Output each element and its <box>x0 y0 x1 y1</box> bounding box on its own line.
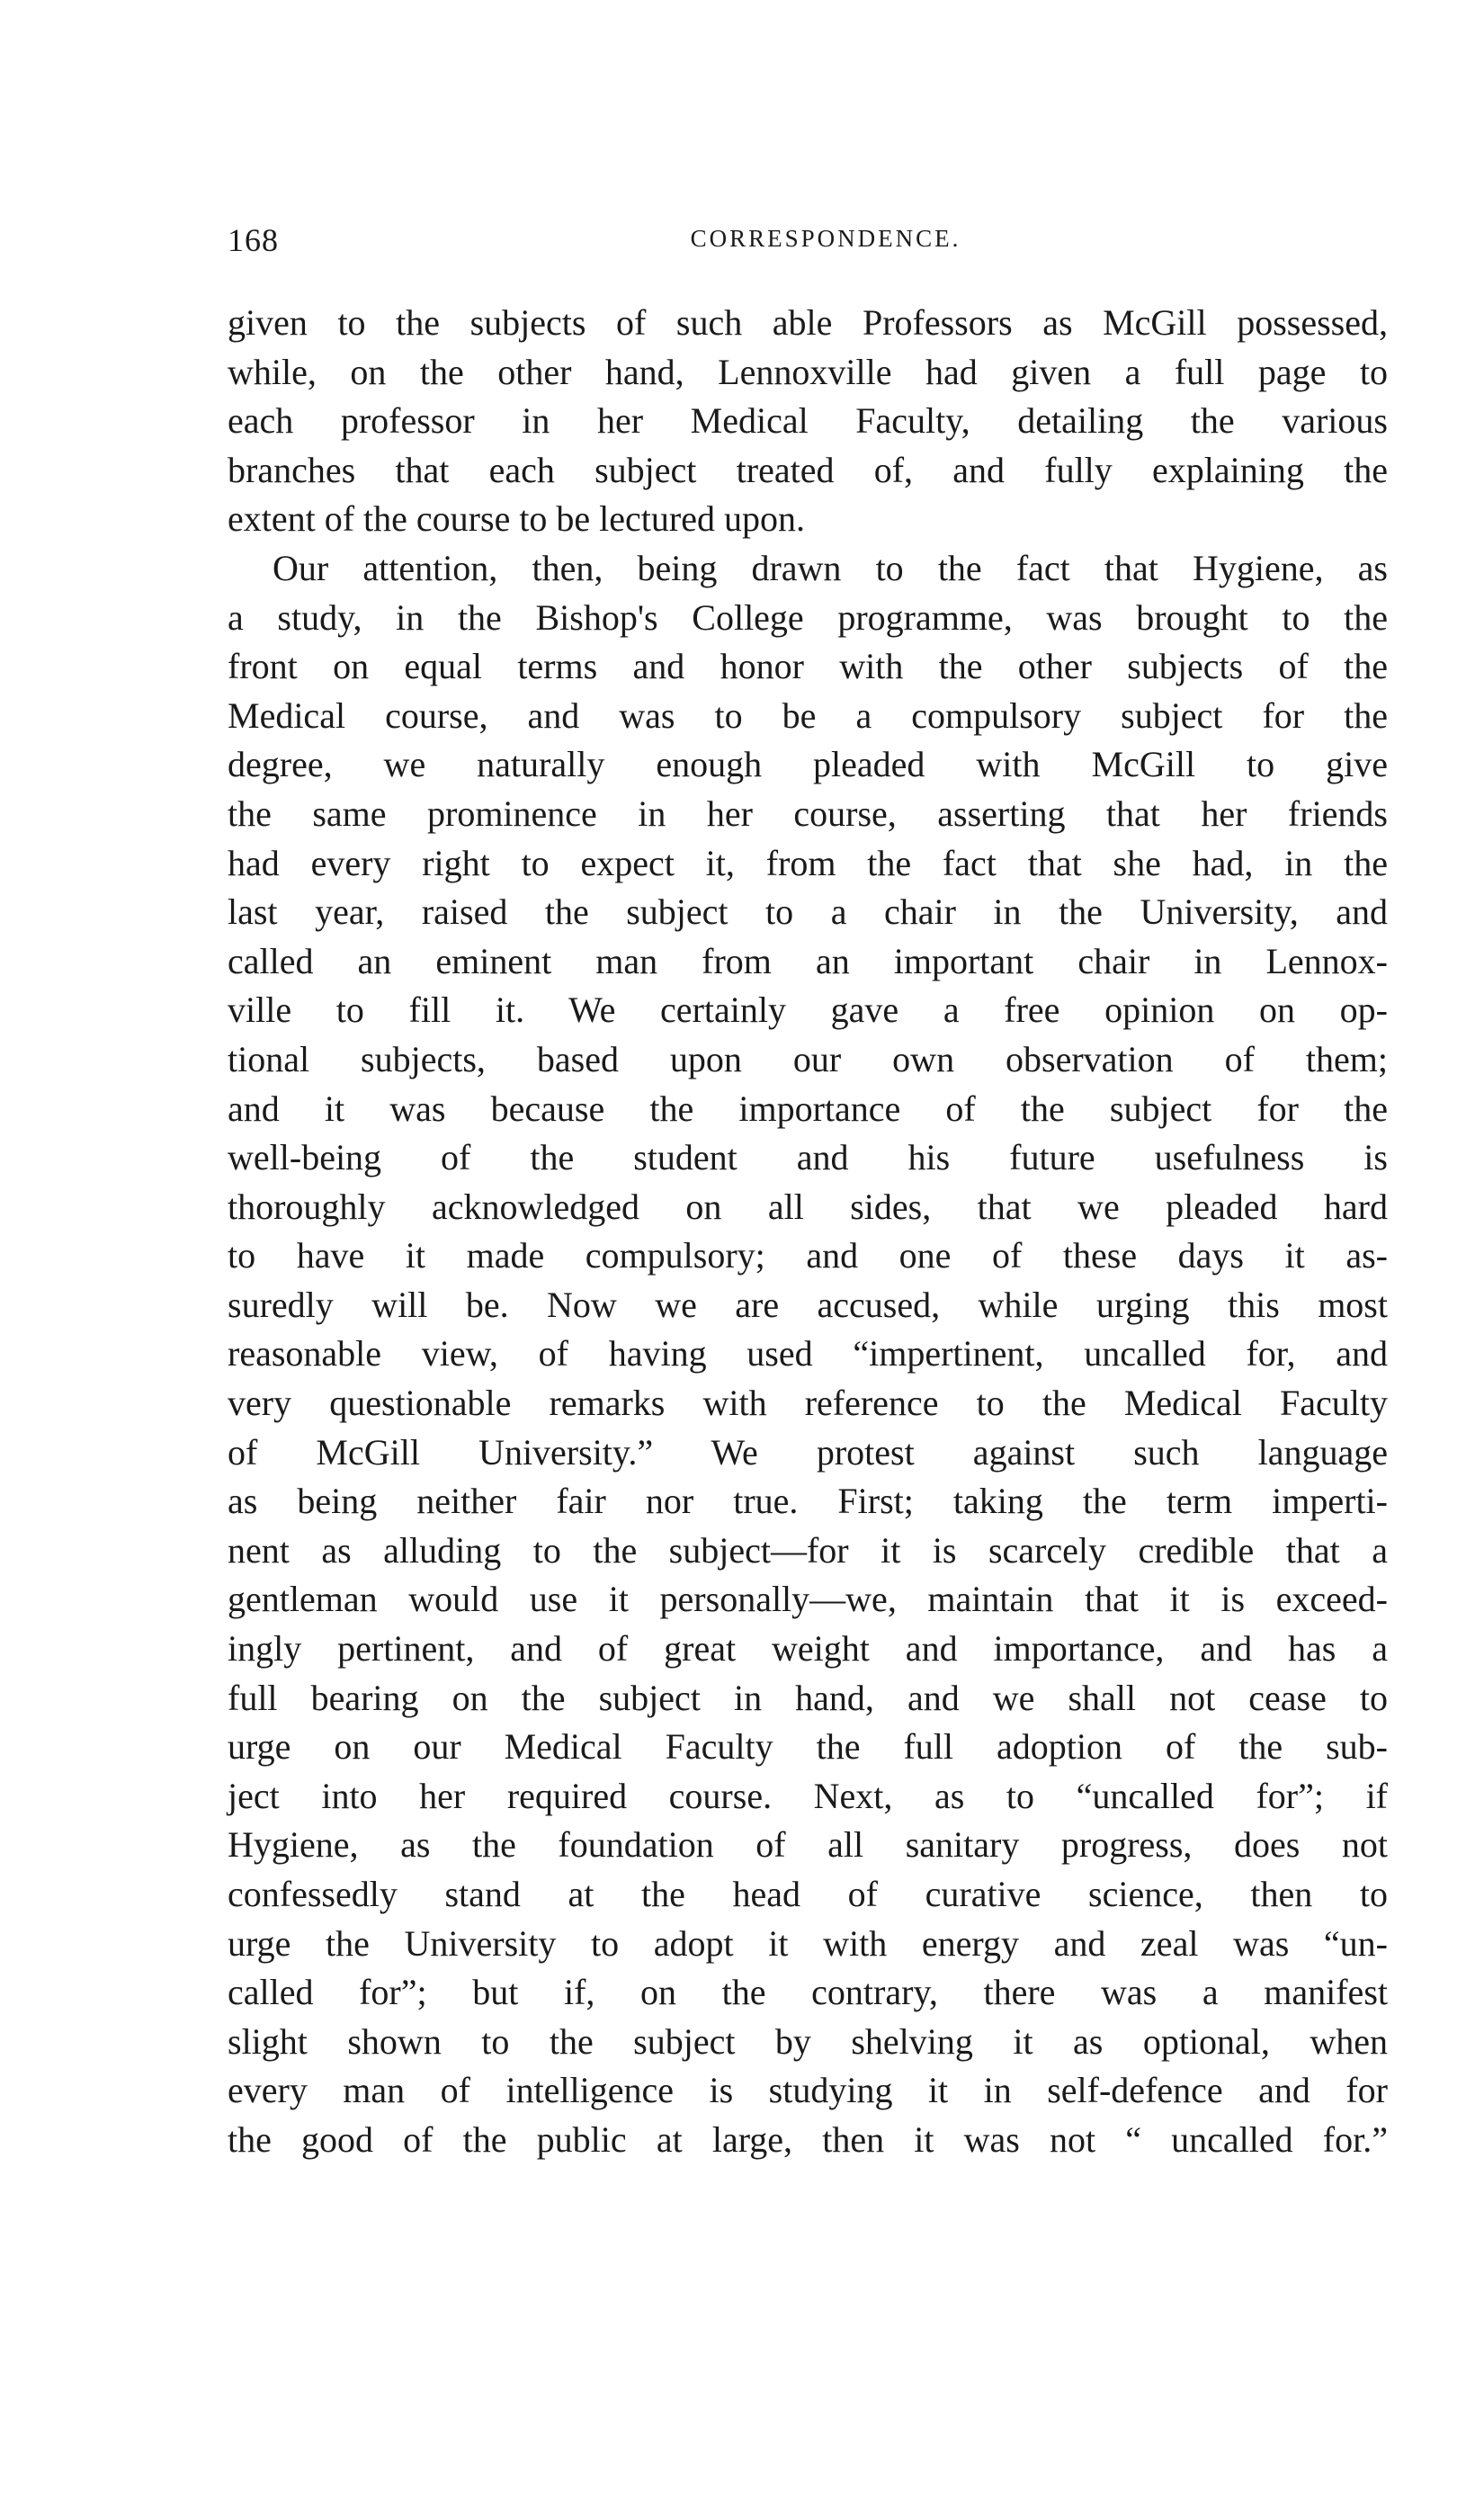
text-line: Hygiene, as the foundation of all sanitary progress, does not <box>228 1824 1388 1866</box>
text-line: reasonable view, of having used “impertinent, uncalled for, and <box>228 1333 1388 1374</box>
text-line: slight shown to the subject by shelving it as optional, when <box>228 2020 1388 2062</box>
text-line: called for”; but if, on the contrary, there was a manifest <box>228 1972 1388 2013</box>
text-line: had every right to expect it, from the fact that she had, in the <box>228 842 1388 883</box>
text-line: Our attention, then, being drawn to the fact that Hygiene, as <box>273 547 1388 588</box>
running-head <box>228 221 1388 266</box>
text-line: full bearing on the subject in hand, and we shall not cease to <box>228 1677 1388 1718</box>
text-line: degree, we naturally enough pleaded with McGill to give <box>228 744 1388 785</box>
text-line: suredly will be. Now we are accused, while urging this most <box>228 1284 1388 1325</box>
paragraph-2 <box>228 544 1388 2165</box>
text-line: ject into her required course. Next, as to “uncalled for”; if <box>228 1775 1388 1816</box>
text-line: nent as alluding to the subject—for it is scarcely credible that a <box>228 1529 1388 1571</box>
text-line: ingly pertinent, and of great weight and importance, and has a <box>228 1628 1388 1670</box>
text-line: every man of intelligence is studying it in self-defence and for <box>228 2070 1388 2111</box>
text-line: as being neither fair nor true. First; taking the term imperti- <box>228 1481 1388 1522</box>
text-line: ville to fill it. We certainly gave a free opinion on op- <box>228 989 1388 1031</box>
text-line: the same prominence in her course, asserting that her friends <box>228 792 1388 834</box>
text-line: branches that each subject treated of, and fully explaining the <box>228 449 1388 490</box>
text-line: urge the University to adopt it with energy and zeal was “un- <box>228 1922 1388 1964</box>
text-line: and it was because the importance of the subject for the <box>228 1088 1388 1129</box>
text-line: a study, in the Bishop's College programme, was brought to the <box>228 596 1388 638</box>
text-line: each professor in her Medical Faculty, detailing the various <box>228 400 1388 442</box>
text-line: to have it made compulsory; and one of these days it as- <box>228 1235 1388 1276</box>
text-line: last year, raised the subject to a chair in the University, and <box>228 891 1388 933</box>
page-number: 168 <box>228 222 279 258</box>
text-line: called an eminent man from an important chair in Lennox- <box>228 940 1388 981</box>
text-line: of McGill University.” We protest against such language <box>228 1431 1388 1473</box>
body-text <box>228 299 1388 2165</box>
text-line: Medical course, and was to be a compulsory subject for the <box>228 694 1388 736</box>
text-line: tional subjects, based upon our own observation of them; <box>228 1038 1388 1079</box>
text-line: urge on our Medical Faculty the full adoption of the sub- <box>228 1726 1388 1768</box>
text-line: while, on the other hand, Lennoxville had given a full page to <box>228 351 1388 392</box>
running-title: CORRESPONDENCE. <box>690 225 961 252</box>
text-line: extent of the course to be lectured upon. <box>228 498 805 540</box>
text-line: given to the subjects of such able Professors as McGill possessed, <box>228 302 1388 343</box>
paragraph-1 <box>228 299 1388 544</box>
text-line: confessedly stand at the head of curative science, then to <box>228 1874 1388 1914</box>
text-line: very questionable remarks with reference to the Medical Faculty <box>228 1383 1388 1424</box>
text-line: well-being of the student and his future usefulness is <box>228 1137 1388 1178</box>
text-line: the good of the public at large, then it was not “ uncalled for.” <box>228 2118 1388 2160</box>
text-line: gentleman would use it personally—we, maintain that it is exceed- <box>228 1579 1388 1620</box>
text-line: thoroughly acknowledged on all sides, that we pleaded hard <box>228 1186 1388 1227</box>
text-line: front on equal terms and honor with the other subjects of the <box>228 646 1388 687</box>
